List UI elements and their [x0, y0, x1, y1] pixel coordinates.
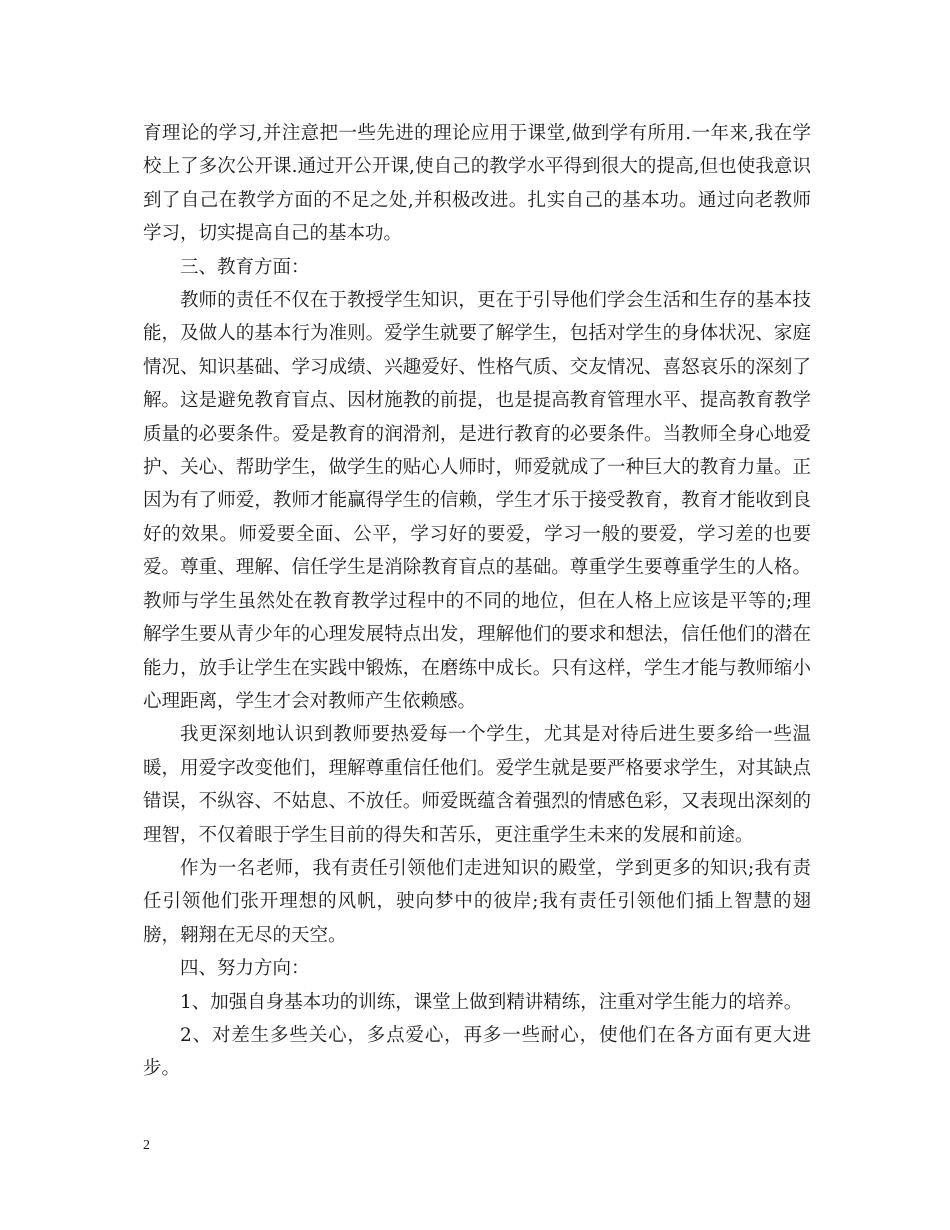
paragraph-as-a-teacher: 作为一名老师，我有责任引领他们走进知识的殿堂，学到更多的知识;我有责任引领他们张开理想的风帆，驶向梦中的彼岸;我有责任引领他们插上智慧的翅膀，翱翔在无尽的天空。: [143, 857, 811, 946]
page-number: 2: [143, 1138, 150, 1153]
heading-education: 三、教育方面：: [180, 256, 310, 278]
list-item-effort-2: 2、对差生多些关心，多点爱心，再多一些耐心，使他们在各方面有更大进步。: [143, 1024, 811, 1080]
list-item-effort-1: 1、加强自身基本功的训练，课堂上做到精讲精练，注重对学生能力的培养。: [180, 991, 803, 1013]
paragraph-love-every-student: 我更深刻地认识到教师要热爱每一个学生，尤其是对待后进生要多给一些温暖，用爱字改变他们，理解尊重信任他们。爱学生就是要严格要求学生，对其缺点错误，不纵容、不姑息、不放任。师爱既蕴含着强烈的情感色彩，又表现出深刻的理智，不仅着眼于学生目前的得失和苦乐，更注重学生未来的发展和前途。: [143, 724, 811, 846]
paragraph-intro-continuation: 育理论的学习,并注意把一些先进的理论应用于课堂,做到学有所用.一年来,我在学校上了多次公开课.通过开公开课,使自己的教学水平得到很大的提高,但也使我意识到了自己在教学方面的不足之处,并积极改进。扎实自己的基本功。通过向老教师学习，切实提高自己的基本功。: [143, 123, 811, 245]
document-body: [143, 117, 811, 1086]
paragraph-teacher-responsibility: 教师的责任不仅在于教授学生知识，更在于引导他们学会生活和生存的基本技能，及做人的基本行为准则。爱学生就要了解学生，包括对学生的身体状况、家庭情况、知识基础、学习成绩、兴趣爱好、性格气质、交友情况、喜怒哀乐的深刻了解。这是避免教育盲点、因材施教的前提，也是提高教育管理水平、提高教育教学质量的必要条件。爱是教育的润滑剂，是进行教育的必要条件。当教师全身心地爱护、关心、帮助学生，做学生的贴心人师时，师爱就成了一种巨大的教育力量。正因为有了师爱，教师才能赢得学生的信赖，学生才乐于接受教育，教育才能收到良好的效果。师爱要全面、公平，学习好的要爱，学习一般的要爱，学习差的也要爱。尊重、理解、信任学生是消除教育盲点的基础。尊重学生要尊重学生的人格。教师与学生虽然处在教育教学过程中的不同的地位，但在人格上应该是平等的;理解学生要从青少年的心理发展特点出发，理解他们的要求和想法，信任他们的潜在能力，放手让学生在实践中锻炼，在磨练中成长。只有这样，学生才能与教师缩小心理距离，学生才会对教师产生依赖感。: [143, 290, 811, 712]
heading-effort-direction: 四、努力方向：: [180, 958, 310, 980]
